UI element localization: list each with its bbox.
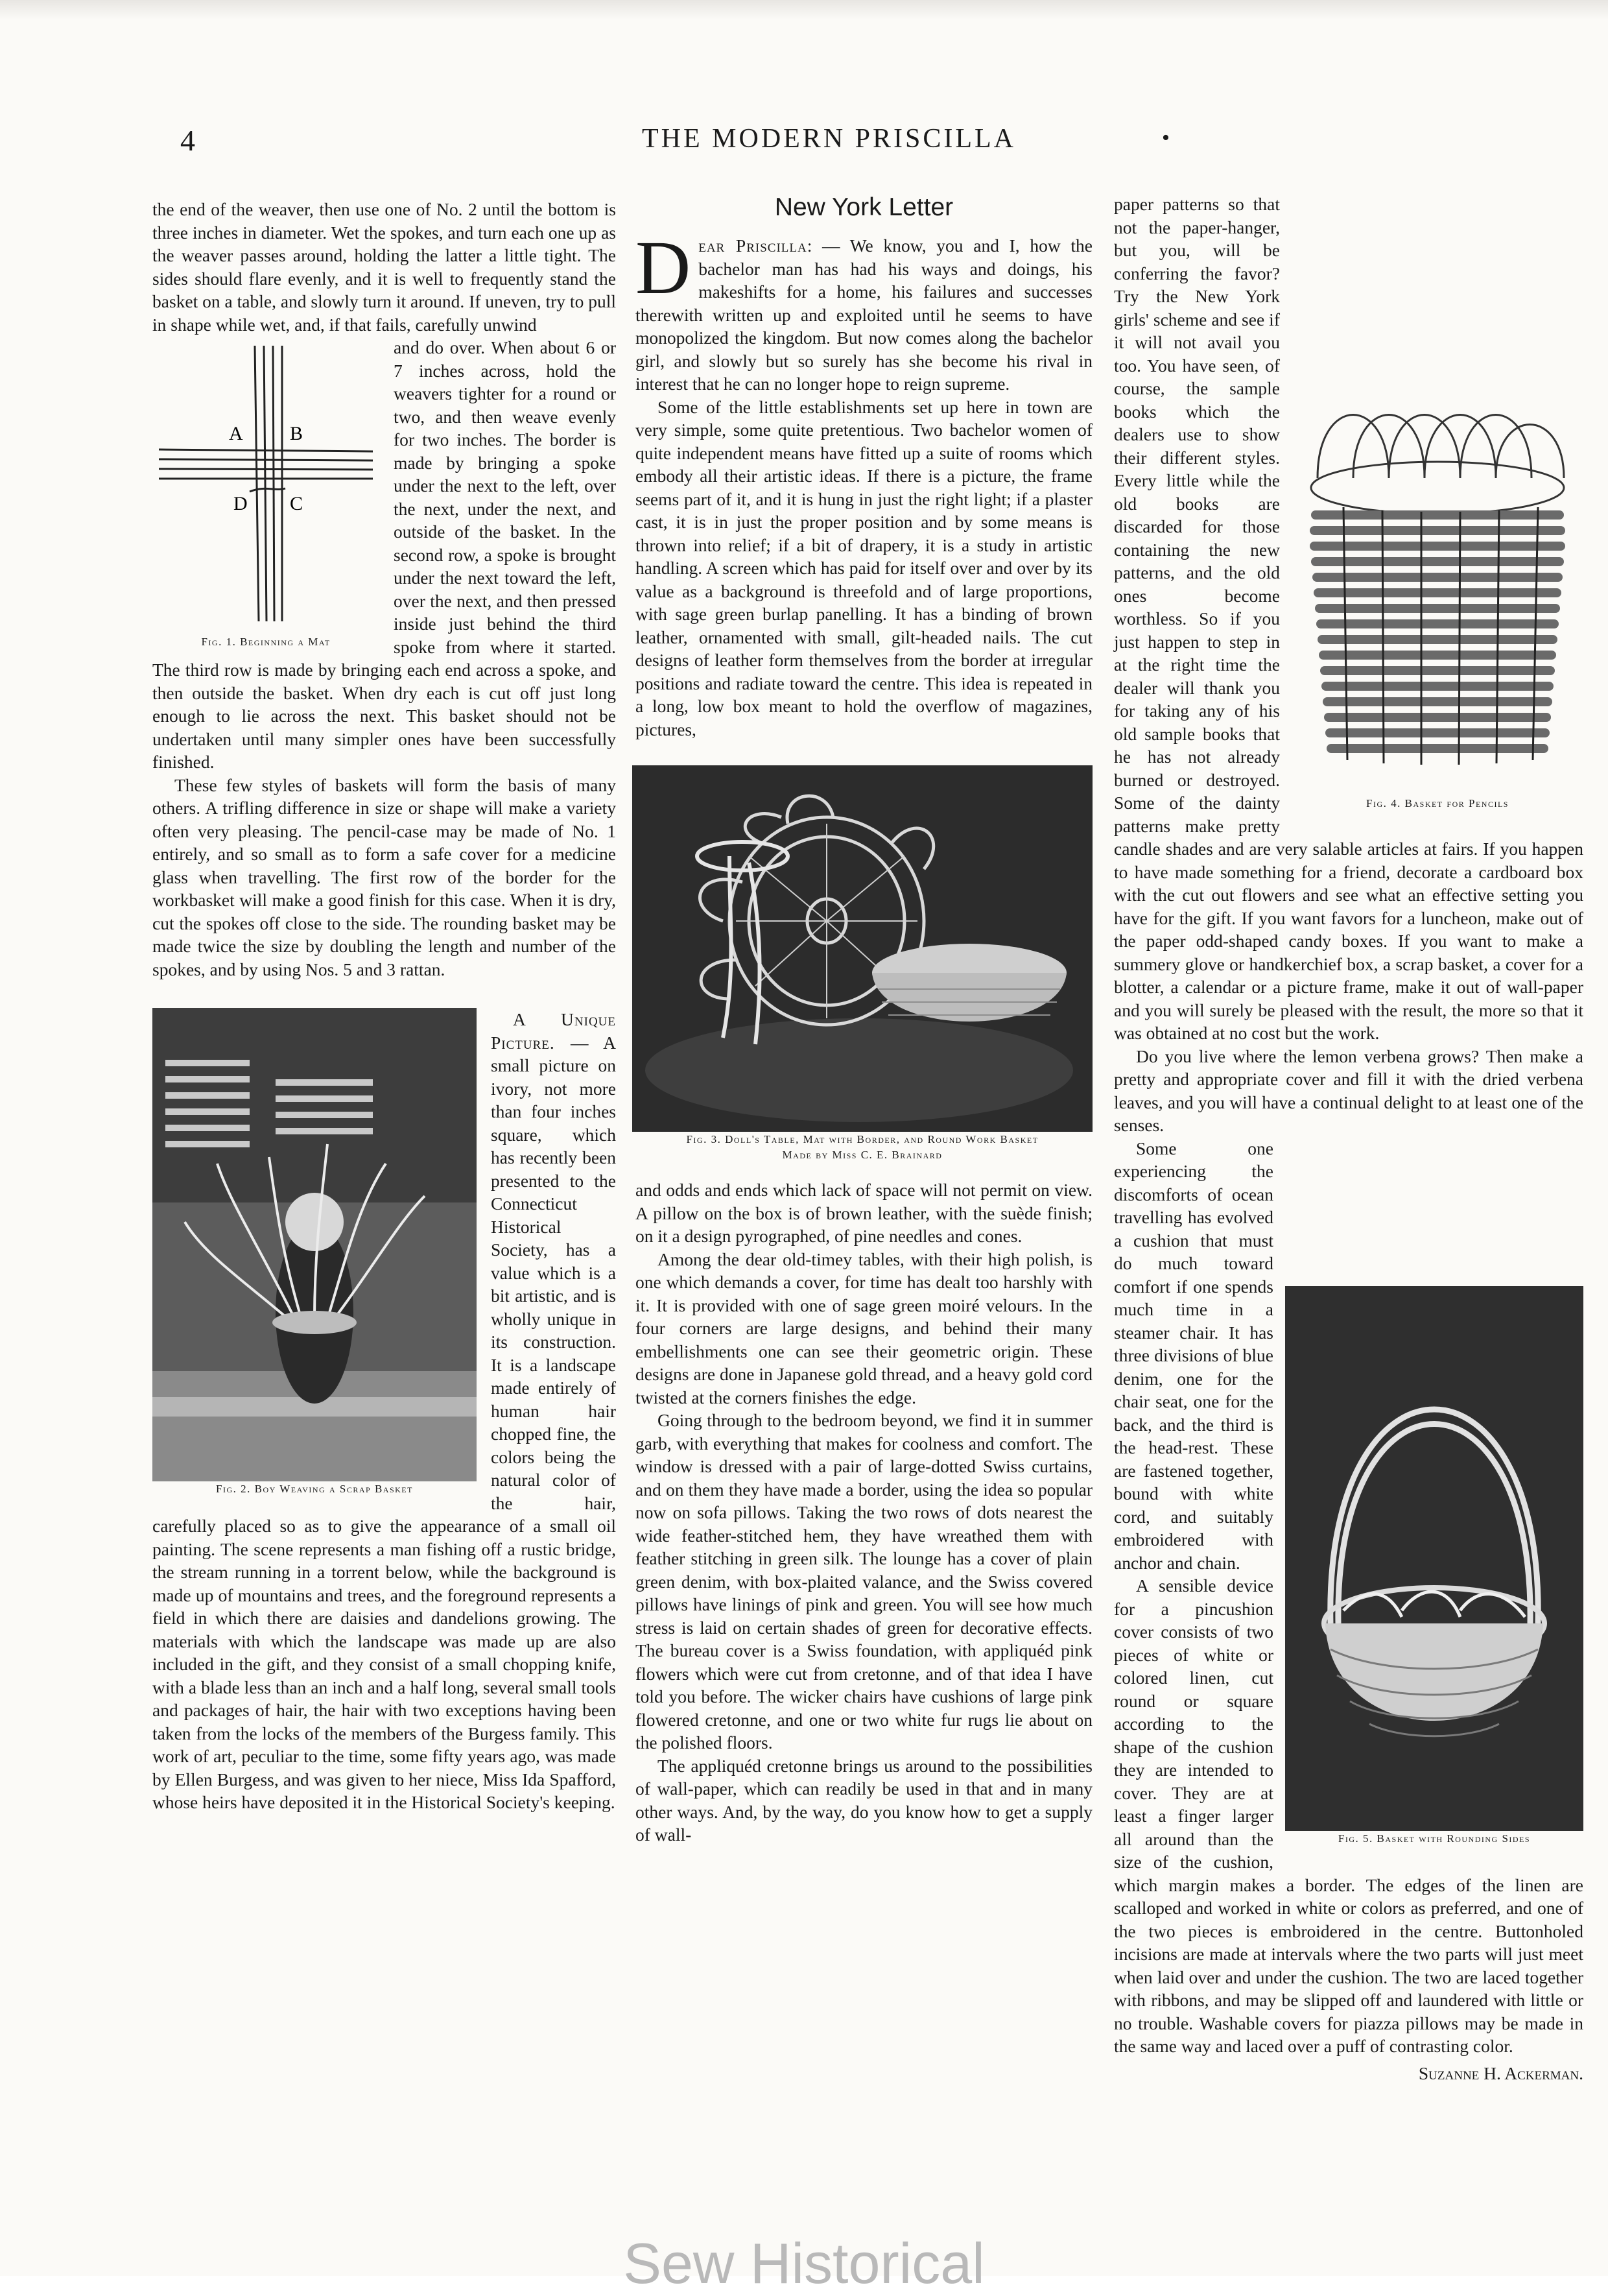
col2-paragraph-3: and odds and ends which lack of space will not permit on view. A pillow on the box is of brown leather, with the suède finish; on it a design pyrographed, of pine needles and cones. xyxy=(635,1180,1093,1246)
rounding-basket-photo xyxy=(1285,1286,1583,1831)
page-number: 4 xyxy=(180,124,195,157)
figure-3-credit: Made by Miss C. E. Brainard xyxy=(782,1149,943,1161)
diagram-label-c: C xyxy=(290,493,303,514)
col3-paragraph-3: Some one experiencing the discomforts of ocean travelling has evolved a cushion that must do much toward comfort if one spends much time in a steamer chair. It has three divisions of blue denim, one for the chair seat, one for the back, and the third is the head-rest. These are fastened together, bound with white cord, and suitably embroidered with anchor and chain. xyxy=(1114,1138,1273,1573)
unique-picture-text: — A small picture on ivory, not more than four inches square, which has recently been presented to the Connecticut Historical Society, has a value which is a bit artistic, and is wholly unique in its construction. It is a landscape made entirely of human hair chopped fine, the colors being the natural color of the hair, carefully placed so as to give the appearance of a small oil painting. The scene represents a man fishing off a rustic bridge, the stream running in a torrent below, while the background is made up of mountains and trees, and the foreground represents a field in which there are daisies and dandelions growing. The materials with which the landscape was made up are also included in the gift, and they consist of a small chopping knife, with a blade less than an inch and a half long, several small tools and packages of hair, the hair with two exceptions having been taken from the locks of the members of the Burgess family. This work of art, peculiar to the time, some fifty years ago, was made by Ellen Burgess, and was given to her niece, Miss Ida Spafford, whose heirs have deposited it in the Historical Society's keeping. xyxy=(152,1032,616,1812)
figure-1-caption: Fig. 1. Beginning a Mat xyxy=(201,636,331,648)
col2-paragraph-1 xyxy=(635,225,1093,396)
figure-4-caption: Fig. 4. Basket for Pencils xyxy=(1366,797,1509,809)
col3-paragraph-4: A sensible device for a pincushion cover consists of two pieces of white or colored linen, cut round or square according to the shape of the cushion they are intended to cover. They are at least a finger larger all around than the size of the cushion, which margin makes a border. The edges of the linen are scalloped and worked in white or colors as preferred, and one of the two pieces is embroidered in the centre. Buttonholed incisions are made at intervals where the two parts will just meet when laid over and under the cushion. The two are laced together with ribbons, and may be slipped off and laundered with little or no trouble. Washable covers for piazza pillows may be made in the same way and laced over a puff of contrasting color. xyxy=(1114,1575,1583,2056)
column-2 xyxy=(635,193,1093,1847)
figure-3 xyxy=(632,765,1093,1163)
figure-1 xyxy=(152,336,379,650)
watermark: Sew Historical xyxy=(623,2231,985,2295)
col1-paragraph-2: These few styles of baskets will form the basis of many others. A trifling difference in size or shape will make a variety often very pleasing. The pencil-case may be made of No. 1 entirely, and so small as to form a safe cover for a medicine glass when travelling. The first row of the border for the workbasket will make a good finish for this case. When it is dry, cut the spokes off close to the side. The rounding basket may be made twice the size by doubling the length and number of the spokes, and by using Nos. 5 and 3 rattan. xyxy=(152,774,616,979)
diagram-label-a: A xyxy=(229,423,243,444)
unique-picture-heading: A Unique Picture. xyxy=(491,1009,616,1053)
col2-paragraph-5: Going through to the bedroom beyond, we find it in summer garb, with everything that makes for coolness and comfort. The window is dressed with a pair of large-dotted Swiss curtains, and on them they have made a border, using the idea so popular now on sofa pillows. Taking the two rows of dots nearest the wide feather-stitched hem, they have wreathed them with feather stitching in green silk. The lounge has a cover of plain green denim, with box-plaited valance, and the Swiss covered pillows have linings of pink and green. You will see how much stress is laid on certain shades of green for decorative effects. The bureau cover is a Swiss foundation, with appliquéd pink flowers which were cut from cretonne, and of that idea I have told you before. The wicker chairs have cushions of large pink flowered cretonne, and one or two white fur rugs lie about on the polished floors. xyxy=(635,1410,1093,1752)
section-spacer xyxy=(152,981,616,1008)
running-head-title: THE MODERN PRISCILLA xyxy=(642,124,1017,154)
salutation: ear Priscilla xyxy=(698,235,807,256)
col3-paragraph-1: paper patterns so that not the paper-hanger, but you, will be conferring the favor? Try the New York girls' scheme and see if it will not avail you too. You have seen, of course, the sample books which the dealers use to show their different styles. Every little while the old books are discarded for those containing the new patterns, and the old ones become worthless. So if you just happen to step in at the right time the dealer will thank you for taking any of his old sample books that he has not already burned or destroyed. Some of the dainty patterns make pretty candle shades and are very salable articles at fairs. If you happen to have made something for a friend, decorate a cardboard box with the cut out flowers and see what an effective setting you have for the gift. If you want favors for a luncheon, make out of the paper odd-shaped candy boxes. If you want to make a summery glove or handkerchief box, a scrap basket, a cover for a blotter, a calendar or a picture frame, make it out of wall-paper and you will surely be pleased with the result, the more so that it was obtained at no cost but the work. xyxy=(1114,194,1583,1043)
scan-edge xyxy=(0,0,1608,19)
dolls-table-photo xyxy=(632,765,1093,1132)
col2-paragraph-6: The appliquéd cretonne brings us around to the possibilities of wall-paper, which can readily be used in that and in many other ways. And, by the way, do you know how to get a supply of wall- xyxy=(635,1755,1093,1845)
diagram-label-b: B xyxy=(290,423,303,444)
col2-paragraph-4: Among the dear old-timey tables, with their high polish, is one which demands a cover, for time has dealt too harshly with it. It is provided with one of sage green moiré velours. In the four corners are large designs, and behind their many embellishments one can see their geometric origin. These designs are done in Japanese gold thread, and a heavy gold cord twisted at the corners finishes the edge. xyxy=(635,1249,1093,1407)
drop-cap: D xyxy=(635,225,691,310)
figure-5-caption: Fig. 5. Basket with Rounding Sides xyxy=(1338,1832,1531,1845)
figure-5 xyxy=(1285,1286,1583,1847)
col1-paragraph-1b: and do over. When about 6 or 7 inches across, hold the weavers tighter for a round or two, and then weave evenly for two inches. The border is made by bringing a spoke under the next to the left, over the next, under the next, and outside of the basket. In the second row, a spoke is brought under the next toward the left, over the next, and then pressed inside just behind the third spoke from where it started. The third row is made by bringing each end across a spoke, and then outside the basket. When dry each is cut off just long enough to lie across the next. This basket should not be undertaken until many simpler ones have been successfully finished. xyxy=(152,337,616,772)
diagram-label-d: D xyxy=(233,493,248,514)
article-title: New York Letter xyxy=(774,193,954,221)
pencil-basket-illustration xyxy=(1292,381,1583,796)
column-1 xyxy=(152,198,616,1814)
figure-2 xyxy=(152,1008,477,1497)
head-mark: • xyxy=(1162,126,1170,150)
column-3 xyxy=(1114,193,1583,2085)
figure-2-caption: Fig. 2. Boy Weaving a Scrap Basket xyxy=(216,1483,413,1495)
col1-paragraph-1a: the end of the weaver, then use one of No. 2 until the bottom is three inches in diameter. Wet the spokes, and turn each one up as the weaver passes around, holding the latter a little tight. The sides should flare evenly, and it is well to frequently stand the basket on a table, and slowly turn it around. If uneven, try to pull in shape while wet, and, if that fails, carefully unwind xyxy=(152,199,616,335)
col3-paragraph-2: Do you live where the lemon verbena grows? Then make a pretty and appropriate cover and fill it with the dried verbena leaves, and you will have a continual delight to at least one of the senses. xyxy=(1114,1046,1583,1135)
col2-paragraph-2: Some of the little establishments set up here in town are very simple, some quite pretentious. Two bachelor women of quite independent means have fitted up a suite of rooms which embody all their artistic ideas. If there is a picture, the frame seems part of it, and it is hung in just the right light; if a plaster cast, it is in just the proper position and by some means is thrown into relief; if a bit of drapery, it is a study in artistic handling. A screen which has paid for itself over and over by its value as a background is threefold and of large proportions, with sage green burlap panelling. It has a binding of brown leather, ornamented with small, gilt-headed nails. The cut designs of leather form themselves from the border at irregular positions and radiate toward the centre. This idea is repeated in a long, low box meant to hold the overflow of magazines, pictures, xyxy=(635,396,1093,739)
author-signature: Suzanne H. Ackerman. xyxy=(1418,2063,1583,2083)
boy-weaving-photo xyxy=(152,1008,477,1481)
col2-paragraph-1-text: : — We know, you and I, how the bachelor man has had his ways and doings, his makeshifts for a home, his failures and successes therewith written up and exploited until he seems to have monopolized the kingdom. But now comes along the bachelor girl, and slowly but so surely has she become his rival in interest that he can no longer hope to reign supreme. xyxy=(635,235,1093,394)
mat-diagram-illustration xyxy=(152,336,379,634)
figure-3-caption: Fig. 3. Doll's Table, Mat with Border, and Round Work Basket xyxy=(686,1133,1039,1145)
figure-4 xyxy=(1292,381,1583,811)
